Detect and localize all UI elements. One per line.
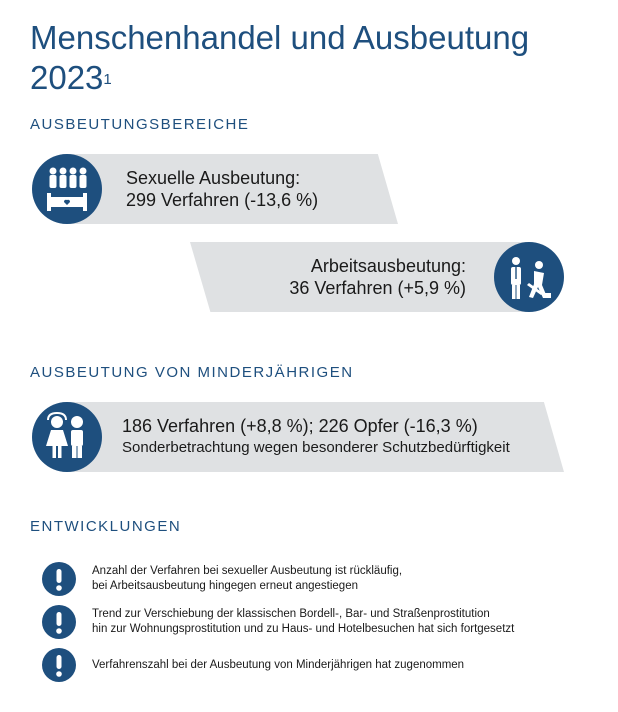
brothel-icon [32, 154, 102, 224]
sexuelle-ausbeutung-value: 299 Verfahren (-13,6 %) [126, 190, 319, 210]
list-item-line1: Trend zur Verschiebung der klassischen Bordell-, Bar- und Straßenprostitution [92, 608, 490, 620]
section-heading-bereiche: AUSBEUTUNGSBEREICHE [30, 116, 250, 133]
exclamation-icon [42, 648, 76, 682]
list-item-line2: hin zur Wohnungsprostitution und zu Haus- und Hotelbesuchen hat sich fortgesetzt [92, 623, 515, 635]
minderjaehrige-line2: Sonderbetrachtung wegen besonderer Schutzbedürftigkeit [122, 439, 510, 456]
title-text: Menschenhandel und Ausbeutung [30, 19, 530, 56]
section-heading-minderjaehrige: AUSBEUTUNG VON MINDERJÄHRIGEN [30, 364, 354, 381]
list-item-text [92, 658, 464, 673]
arbeitsausbeutung-label: Arbeitsausbeutung: [310, 256, 466, 276]
page-title [30, 18, 590, 98]
footnote-mark: 1 [103, 71, 112, 88]
section-heading-entwicklungen: ENTWICKLUNGEN [30, 518, 182, 535]
sexuelle-ausbeutung-text [126, 167, 318, 211]
arbeitsausbeutung-text [230, 255, 466, 299]
sexuelle-ausbeutung-label: Sexuelle Ausbeutung: [126, 168, 301, 188]
children-icon [32, 402, 102, 472]
arbeitsausbeutung-value: 36 Verfahren (+5,9 %) [289, 278, 466, 298]
title-year: 2023 [30, 59, 104, 96]
exclamation-icon [42, 605, 76, 639]
exclamation-icon [42, 562, 76, 596]
list-item-line1: Verfahrenszahl bei der Ausbeutung von Minderjährigen hat zugenommen [92, 658, 465, 671]
list-item-text [92, 607, 514, 637]
minderjaehrige-text [122, 415, 510, 459]
list-item-line2: bei Arbeitsausbeutung hingegen erneut angestiegen [92, 580, 358, 592]
list-item [42, 605, 514, 639]
list-item-line1: Anzahl der Verfahren bei sexueller Ausbeutung ist rückläufig, [92, 565, 403, 577]
list-item [42, 562, 402, 596]
labor-icon [494, 242, 564, 312]
list-item [42, 648, 464, 682]
list-item-text [92, 564, 402, 594]
minderjaehrige-line1: 186 Verfahren (+8,8 %); 226 Opfer (-16,3 %) [122, 416, 478, 436]
